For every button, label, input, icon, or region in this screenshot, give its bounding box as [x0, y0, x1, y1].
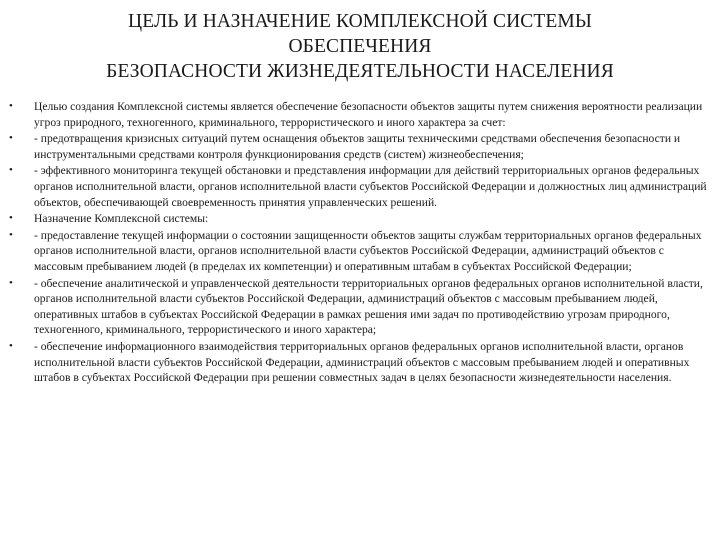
bullet-dot-icon: •: [9, 276, 13, 289]
bullet-prevention: [0, 131, 720, 162]
bullet-interaction: [0, 339, 720, 386]
bullet-dot-icon: •: [9, 228, 13, 241]
slide-title: [20, 9, 700, 84]
bullet-text: - обеспечение аналитической и управленческой деятельности территориальных органов федеральных органов исполнительной власти, органов исполнительной власти субъектов Российской Федерации, администраций объектов с массовым пребыванием людей, оперативных штабов в субъектах Российской Федерации в рамках решения ими задач по противодействию угрозам природного, техногенного, криминального, террористического и иного характера;: [34, 276, 703, 337]
title-line-2: ОБЕСПЕЧЕНИЯ: [288, 36, 432, 57]
bullet-dot-icon: •: [9, 212, 13, 225]
bullet-dot-icon: •: [9, 100, 13, 112]
bullet-goal: [0, 99, 720, 130]
bullet-information: [0, 228, 720, 275]
bullet-text: Назначение Комплексной системы:: [34, 212, 209, 226]
title-line-1: ЦЕЛЬ И НАЗНАЧЕНИЕ КОМПЛЕКСНОЙ СИСТЕМЫ: [128, 11, 592, 32]
bullet-text: Целью создания Комплексной системы является обеспечение безопасности объектов защиты путем снижения вероятности реализации угроз природного, техногенного, криминального, террористического и иного характера за счет:: [34, 100, 703, 129]
bullet-dot-icon: •: [9, 164, 13, 177]
bullet-text: - предотвращения кризисных ситуаций путем оснащения объектов защиты техническими средствами обеспечения безопасности и инструментальными средствами контроля функционирования средств (систем) жизнеобеспечения;: [34, 132, 681, 161]
bullet-monitoring: [0, 163, 720, 210]
bullet-list: [0, 99, 720, 387]
bullet-dot-icon: •: [9, 339, 13, 352]
bullet-text: - предоставление текущей информации о состоянии защищенности объектов защиты службам территориальных органов федеральных органов исполнительной власти, органов исполнительной власти субъектов Российской Федерации, администраций объектов с массовым пребыванием людей (в пределах их компетенции) и оперативным штабам в субъектах Российской Федерации;: [34, 228, 702, 273]
bullet-text: - эффективного мониторинга текущей обстановки и представления информации для действий территориальных органов федеральных органов исполнительной власти, органов исполнительной власти субъектов Российской Федерации и должностных лиц администраций объектов, обеспечивающей своевременность принятия управленческих решений.: [34, 164, 707, 209]
bullet-dot-icon: •: [9, 132, 13, 145]
bullet-analytics: [0, 276, 720, 338]
bullet-text: - обеспечение информационного взаимодействия территориальных органов федеральных органов исполнительной власти, органов исполнительной власти субъектов Российской Федерации, администраций объектов с массовым пребыванием людей и оперативных штабов в субъектах Российской Федерации при решении совместных задач в целях безопасности жизнедеятельности населения.: [34, 339, 690, 385]
title-line-3: БЕЗОПАСНОСТИ ЖИЗНЕДЕЯТЕЛЬНОСТИ НАСЕЛЕНИЯ: [106, 61, 614, 82]
bullet-purpose-heading: [0, 211, 720, 227]
